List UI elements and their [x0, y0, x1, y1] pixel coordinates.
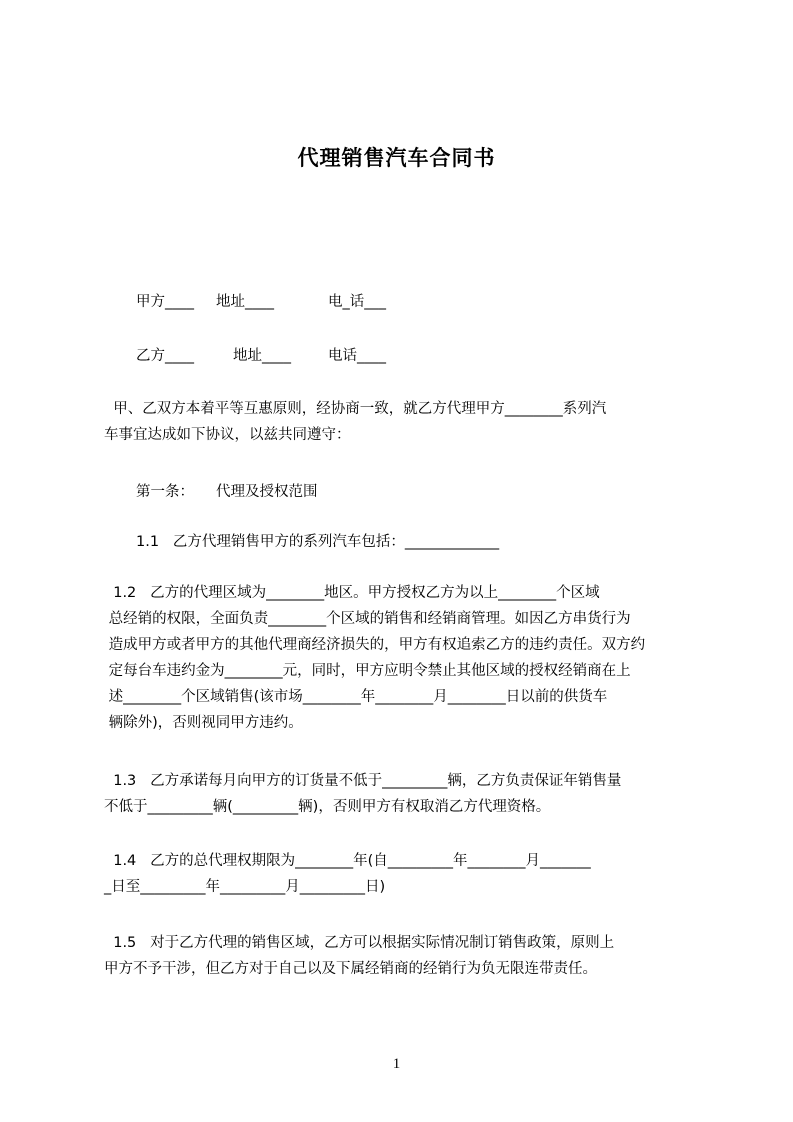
clause-1-1: 1.1 乙方代理销售甲方的系列汽车包括：_____________	[136, 534, 500, 550]
paragraph-line: 车事宜达成如下协议，以兹共同遵守：	[104, 427, 351, 443]
clause-1-2	[104, 580, 700, 736]
clause-1-3	[104, 768, 700, 820]
paragraph-line: 甲方不予干涉，但乙方对于自己以及下属经销商的经销行为负无限连带责任。	[104, 961, 597, 977]
party-a-name: 甲方____	[136, 294, 194, 310]
clause-1-4	[104, 848, 700, 900]
paragraph-line: 甲、乙双方本着平等互惠原则，经协商一致，就乙方代理甲方________系列汽	[104, 401, 607, 417]
party-b-address: 地址____	[233, 348, 291, 364]
page-number: 1	[392, 1056, 401, 1072]
paragraph-line: 1.5 对于乙方代理的销售区域，乙方可以根据实际情况制订销售政策，原则上	[104, 935, 615, 951]
article-label: 第一条：	[136, 484, 194, 500]
paragraph-line: 述________个区域销售(该市场________年________月________日以前的供货车	[104, 689, 608, 705]
document-title: 代理销售汽车合同书	[297, 146, 496, 170]
paragraph-line: 1.4 乙方的总代理权期限为________年(自_________年________月_______	[104, 853, 591, 869]
paragraph-line: 造成甲方或者甲方的其他代理商经济损失的，甲方有权追索乙方的违约责任。双方约	[104, 637, 646, 653]
paragraph-line: 定每台车违约金为________元，同时，甲方应明令禁止其他区域的授权经销商在上	[104, 663, 631, 679]
paragraph-line: 1.3 乙方承诺每月向甲方的订货量不低于_________辆，乙方负责保证年销售量	[104, 773, 622, 789]
paragraph-line: 1.2 乙方的代理区域为________地区。甲方授权乙方为以上________个区域	[104, 585, 600, 601]
paragraph-line: 不低于_________辆(_________辆)，否则甲方有权取消乙方代理资格。	[104, 799, 551, 815]
party-a-phone: 电_话___	[328, 294, 386, 310]
paragraph-line: _日至_________年_________月_________日)	[104, 879, 386, 895]
article-title: 代理及授权范围	[216, 484, 318, 500]
party-b-name: 乙方____	[136, 348, 194, 364]
party-a-address: 地址____	[216, 294, 274, 310]
paragraph-line: 辆除外)，否则视同甲方违约。	[104, 715, 303, 731]
party-b-phone: 电话____	[328, 348, 386, 364]
clause-1-5	[104, 930, 700, 982]
paragraph-line: 总经销的权限，全面负责________个区域的销售和经销商管理。如因乙方串货行为	[104, 611, 631, 627]
intro-paragraph	[104, 396, 700, 448]
